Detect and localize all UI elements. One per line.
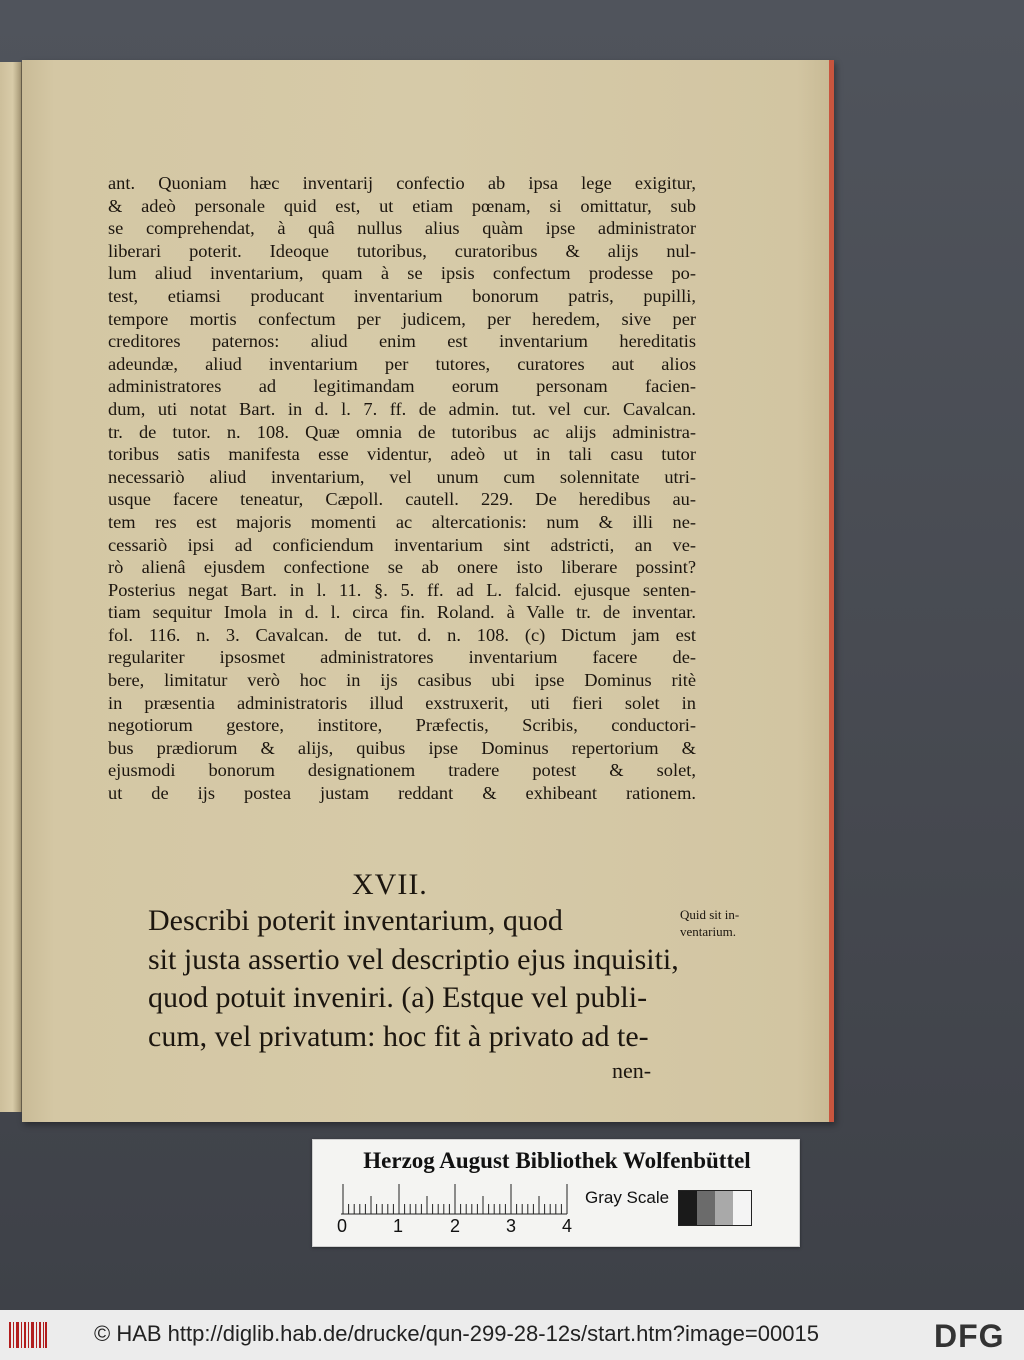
text-line: Posterius negat Bart. in l. 11. §. 5. ff. ad L. falcid. ejusque senten- — [108, 579, 696, 600]
text-line: tiam sequitur Imola in d. l. circa fin. Roland. à Valle tr. de inventar. — [108, 602, 696, 623]
text-line: ant. Quoniam hæc inventarij confectio ab ipsa lege exigitur, — [108, 173, 696, 193]
footer-copyright-link[interactable]: © HAB http://diglib.hab.de/drucke/qun-299-28-12s/start.htm?image=00015 — [94, 1321, 819, 1346]
text-line: rò alienâ ejusdem confectione se ab onere isto liberare possint? — [108, 557, 696, 578]
section-number: XVII. — [352, 868, 428, 901]
text-line: se comprehendat, à quâ nullus alius quàm ipse administrator — [108, 218, 696, 239]
footer-bar — [0, 1310, 1024, 1360]
text-line: bus prædiorum & alijs, quibus ipse Dominus repertorium & — [108, 737, 696, 758]
text-line: quod potuit inveniri. (a) Estque vel publi- — [148, 981, 648, 1014]
text-line: sit justa assertio vel descriptio ejus inquisiti, — [148, 942, 679, 976]
marginal-note — [680, 906, 790, 940]
text-line: in præsentia administratoris illud exstruxerit, uti fieri solet in — [108, 692, 696, 713]
section-opening-text — [148, 902, 682, 1056]
adjacent-page-edge — [0, 62, 22, 1112]
measurement-ruler — [341, 1184, 581, 1218]
text-line: regulariter ipsosmet administratores inventarium facere de- — [108, 647, 696, 668]
text-line: test, etiamsi producant inventarium bonorum patris, pupilli, — [108, 285, 696, 306]
text-line: cum, vel privatum: hoc fit à privato ad te- — [148, 1019, 649, 1053]
text-line: Describi poterit inventarium, quod — [148, 904, 563, 937]
body-text — [108, 172, 696, 805]
library-name: Herzog August Bibliothek Wolfenbüttel — [363, 1148, 751, 1173]
ruler-label: 2 — [450, 1216, 461, 1236]
text-line: lum aliud inventarium, quam à se ipsis confectum prodesse po- — [108, 263, 696, 284]
text-line: bere, limitatur verò hoc in ijs casibus ubi ipse Dominus ritè — [108, 670, 696, 691]
text-line: Quid sit in- — [680, 907, 740, 922]
ruler-label: 4 — [562, 1216, 573, 1236]
grayscale-patch — [733, 1191, 751, 1225]
ruler-label: 3 — [506, 1216, 517, 1236]
text-line: tem res est majoris momenti ac altercationis: num & illi ne- — [108, 511, 696, 532]
grayscale-label: Gray Scale — [585, 1188, 670, 1207]
grayscale-patch — [697, 1191, 715, 1225]
book-page — [22, 60, 834, 1122]
text-line: tr. de tutor. n. 108. Quæ omnia de tutoribus ac alijs administra- — [108, 421, 696, 442]
ruler-label: 0 — [337, 1216, 348, 1236]
text-line: cessariò ipsi ad conficiendum inventarium sint adstricti, an ve- — [108, 534, 696, 555]
grayscale-patch — [715, 1191, 733, 1225]
barcode-icon — [8, 1320, 48, 1350]
text-line: dum, uti notat Bart. in d. l. 7. ff. de admin. tut. vel cur. Cavalcan. — [108, 398, 696, 419]
text-line: ejusmodi bonorum designationem tradere potest & solet, — [108, 760, 696, 781]
text-line: liberari poterit. Ideoque tutoribus, curatoribus & alijs nul- — [108, 240, 696, 261]
text-line: tempore mortis confectum per judicem, per heredem, sive per — [108, 308, 696, 329]
text-line: negotiorum gestore, institore, Præfectis, Scribis, conductori- — [108, 715, 696, 736]
library-ruler-card — [312, 1139, 800, 1247]
text-line: adeundæ, aliud inventarium per tutores, curatores aut alios — [108, 353, 696, 374]
grayscale-patches — [678, 1190, 752, 1226]
grayscale-patch — [679, 1191, 697, 1225]
text-line: ventarium. — [680, 924, 736, 939]
text-line: necessariò aliud inventarium, vel unum cum solennitate utri- — [108, 466, 696, 487]
text-line: toribus satis manifesta esse videntur, adeò ut in tali casu tutor — [108, 444, 696, 465]
text-line: usque facere teneatur, Cæpoll. cautell. 229. De heredibus au- — [108, 489, 696, 510]
dfg-logo: DFG — [934, 1318, 1005, 1354]
catchword: nen- — [612, 1058, 652, 1083]
text-line: administratores ad legitimandam eorum personam facien- — [108, 376, 696, 397]
text-line: & adeò personale quid est, ut etiam pœnam, si omittatur, sub — [108, 195, 696, 216]
text-line: creditores paternos: aliud enim est inventarium hereditatis — [108, 331, 696, 352]
text-line: fol. 116. n. 3. Cavalcan. de tut. d. n. 108. (c) Dictum jam est — [108, 624, 696, 645]
ruler-label: 1 — [393, 1216, 404, 1236]
text-line: ut de ijs postea justam reddant & exhibeant rationem. — [108, 783, 696, 804]
